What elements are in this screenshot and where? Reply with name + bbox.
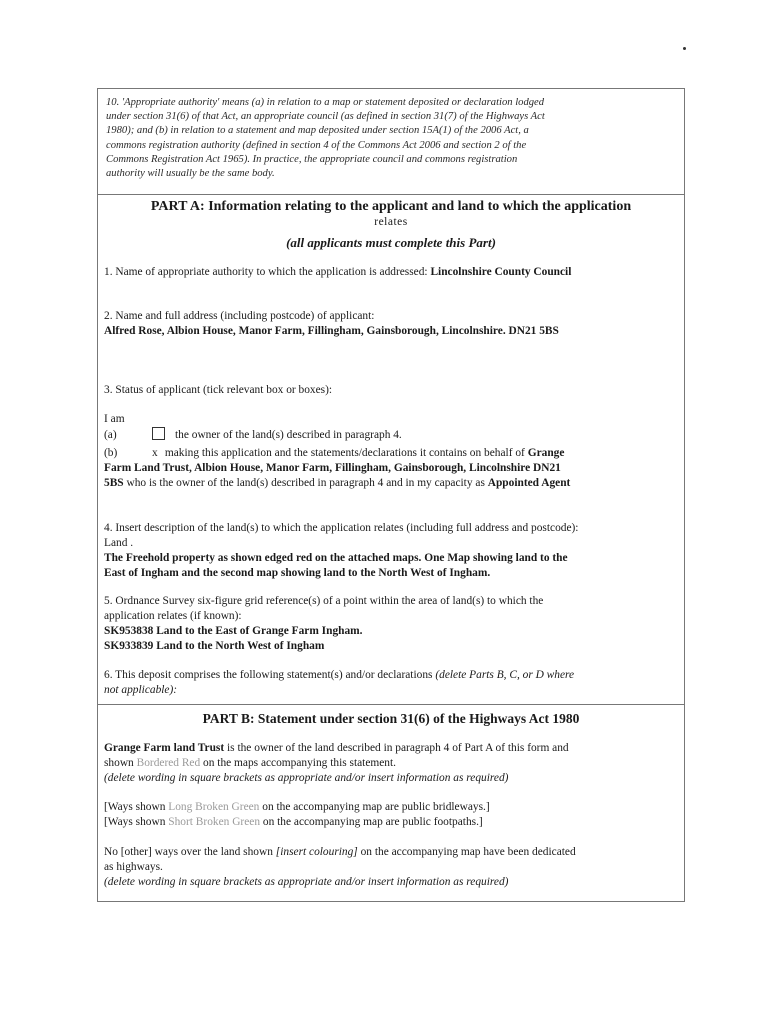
question-5 [104,594,680,654]
ways2-start: [Ways shown [104,816,166,828]
part-b-p1-text1: is the owner of the land described in paragraph 4 of Part A of this form and [227,742,569,754]
footnote-line: under section 31(6) of that Act, an appropriate council (as defined in section 31(7) of the Highways Act [106,111,545,123]
opt-b-owner-line1: Grange [527,447,565,459]
ways1-colour: Long Broken Green [168,801,260,813]
q5-label-line2: application relates (if known): [104,610,242,622]
footnote-line: authority will usually be the same body. [106,168,275,180]
q5-answer1: SK953838 Land to the East of Grange Farm Ingham. [104,625,363,637]
q1-answer: Lincolnshire County Council [430,266,572,278]
q1-label: 1. Name of appropriate authority to which the application is addressed: [104,266,428,278]
part-b-colour: Bordered Red [136,757,201,769]
opt-b-capacity: Appointed Agent [487,477,571,489]
footnote-line: Commons Registration Act 1965). In practice, the appropriate council and commons registration [106,153,518,165]
ways-footpaths [104,815,680,830]
q6-note-line1: (delete Parts B, C, or D where [435,669,575,681]
part-a-subtitle: (all applicants must complete this Part) [286,235,496,250]
no-other-start: No [other] ways over the land shown [104,846,273,858]
q6-note-line2: not applicable): [104,684,178,696]
question-3 [104,383,680,491]
part-b-para-1 [104,741,680,786]
no-other-insert: [insert colouring] [275,846,358,858]
ways-bridleways [104,800,680,815]
opt-b-tick[interactable]: x [152,447,158,459]
part-b-p1-text2: on the maps accompanying this statement. [203,757,397,769]
owner-checkbox[interactable] [152,427,165,440]
ways2-colour: Short Broken Green [168,816,261,828]
footnote-line: 1980); and (b) in relation to a statement and map deposited under section 15A(1) of the 2006 Act, a [106,125,529,137]
scan-speck [683,47,686,50]
q2-answer: Alfred Rose, Albion House, Manor Farm, Fillingham, Gainsborough, Lincolnshire. DN21 5BS [104,325,559,337]
opt-b-marker: (b) [104,447,118,459]
no-other-line2: as highways. [104,861,163,873]
part-b-no-other-ways [104,845,680,890]
no-other-end: on the accompanying map have been dedicated [360,846,576,858]
footnote-line: 10. 'Appropriate authority' means (a) in relation to a map or statement deposited or declaration lodged [106,97,545,108]
part-b-p1-note: (delete wording in square brackets as appropriate and/or insert information as required) [104,772,509,784]
part-b-p1-shown: shown [104,757,134,769]
part-a-title: PART A: Information relating to the applicant and land to which the application [150,199,632,214]
opt-b-text-end: who is the owner of the land(s) described in paragraph 4 and in my capacity as [126,477,485,489]
q6-label: 6. This deposit comprises the following statement(s) and/or declarations [104,669,433,681]
question-6 [104,668,680,698]
application-form [97,88,685,902]
opt-b-owner-line2: Farm Land Trust, Albion House, Manor Farm, Fillingham, Gainsborough, Lincolnshire DN21 [104,462,561,474]
opt-b-owner-line3: 5BS [104,477,124,489]
no-other-note: (delete wording in square brackets as appropriate and/or insert information as required) [104,876,509,888]
q4-answer-line1: The Freehold property as shown edged red on the attached maps. One Map showing land to the [104,552,568,564]
ways1-start: [Ways shown [104,801,166,813]
part-b-ways [104,800,680,830]
option-a [104,427,680,443]
q4-label: 4. Insert description of the land(s) to which the application relates (including full address and postcode): [104,522,579,534]
q4-answer-line2: East of Ingham and the second map showing land to the North West of Ingham. [104,567,491,579]
part-b-title: PART B: Statement under section 31(6) of the Highways Act 1980 [202,711,580,726]
ways1-end: on the accompanying map are public bridleways.] [262,801,490,813]
q2-label: 2. Name and full address (including postcode) of applicant: [104,310,375,322]
part-b-owner: Grange Farm land Trust [104,742,225,754]
ways2-end: on the accompanying map are public footpaths.] [262,816,483,828]
opt-b-line3 [104,476,680,491]
section-divider [98,704,684,705]
q5-label-line1: 5. Ordnance Survey six-figure grid reference(s) of a point within the area of land(s) to which the [104,595,544,607]
q5-answer2: SK933839 Land to the North West of Ingham [104,640,325,652]
question-2 [104,309,680,339]
part-a-title-cont: relates [374,216,408,228]
footnote-line: commons registration authority (defined in section 4 of the Commons Act 2006 and section 2 of the [106,139,527,151]
q3-label: 3. Status of applicant (tick relevant box or boxes): [104,384,333,396]
footnote-10 [98,89,684,195]
i-am: I am [104,413,125,425]
opt-a-marker: (a) [104,429,117,441]
option-b [104,446,680,461]
opt-a-text: the owner of the land(s) described in paragraph 4. [175,429,402,441]
q4-land: Land . [104,537,134,549]
question-1 [104,265,680,280]
question-4 [104,521,680,581]
opt-b-text-start: making this application and the statements/declarations it contains on behalf of [164,447,525,459]
